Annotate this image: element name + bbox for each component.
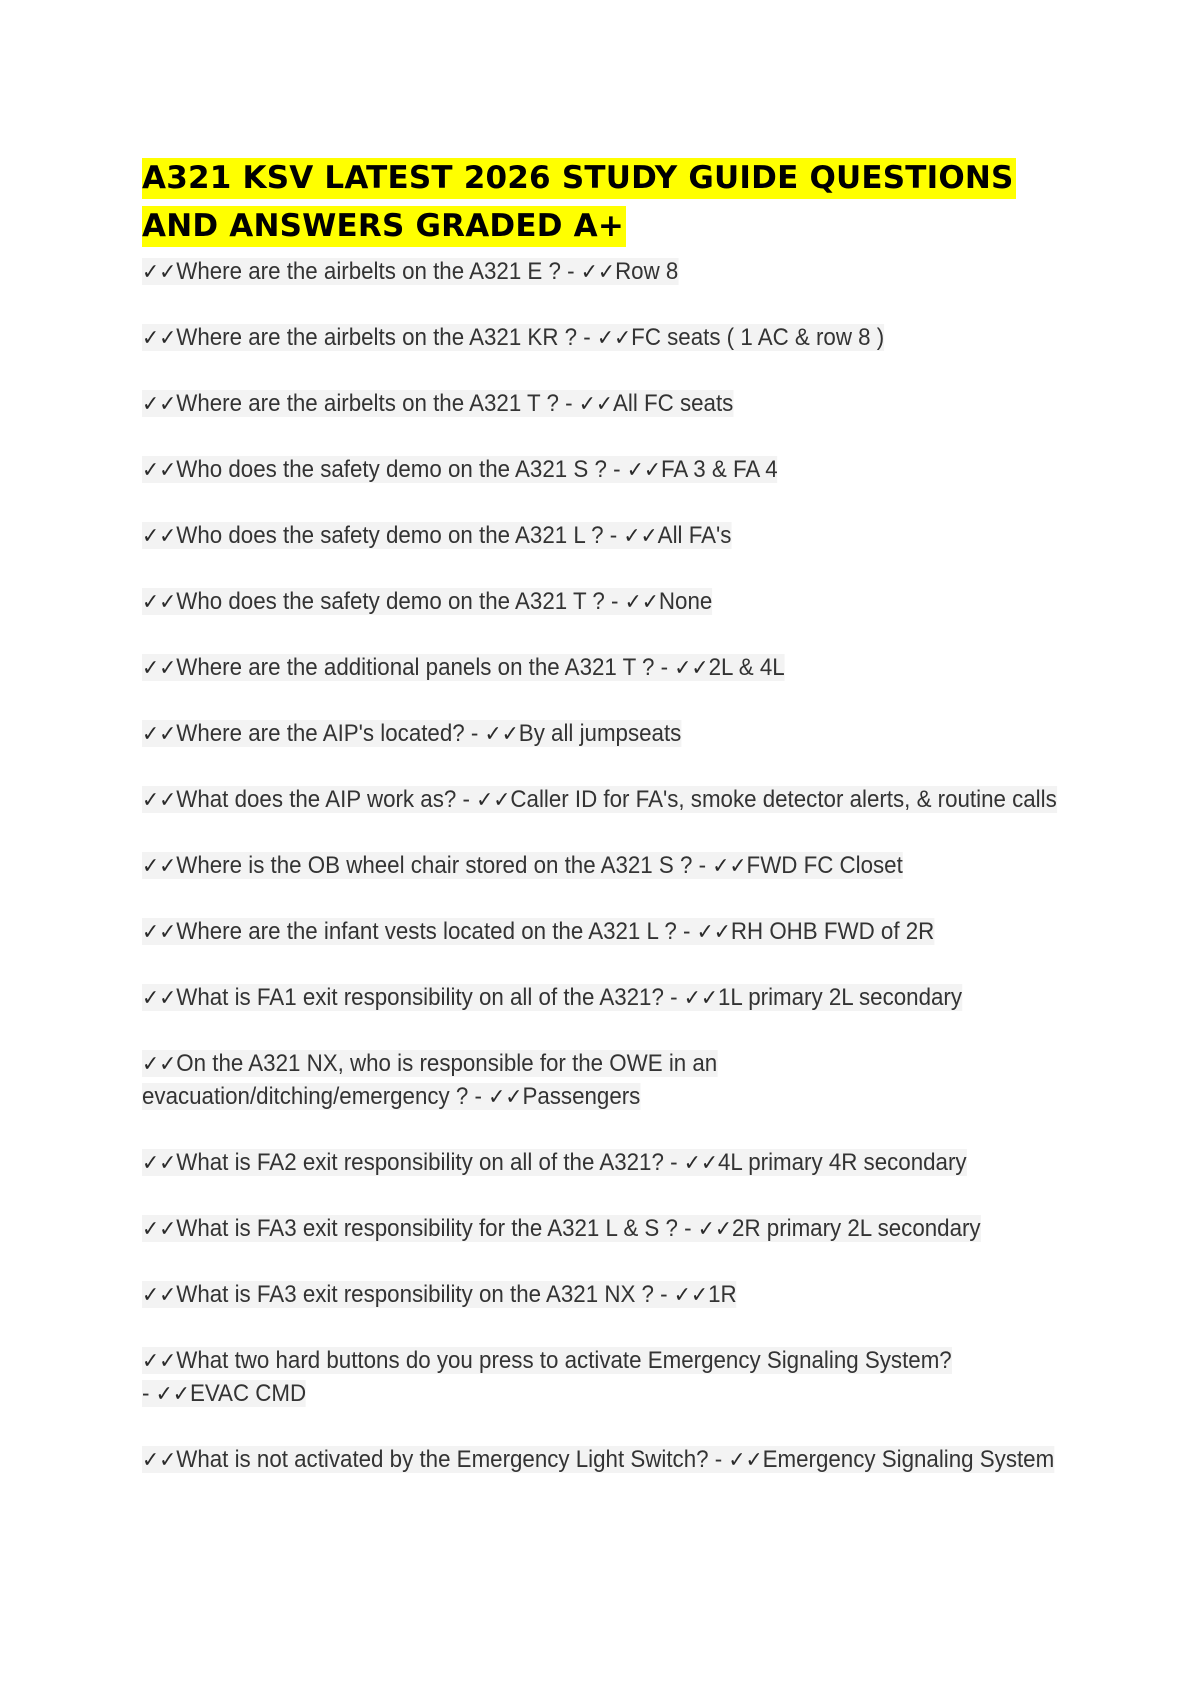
document-title [142,154,1072,250]
separator: - [464,720,485,747]
check-mark-icon: ✓✓ [673,1283,709,1308]
qa-item [142,718,1072,751]
qa-item [142,1048,756,1114]
separator: - [560,258,581,285]
question-text: Where are the AIP's located? [176,720,465,747]
question-text: What is FA3 exit responsibility on the A321 NX ? [176,1281,654,1308]
qa-item [142,784,1072,817]
answer-text: 1L primary 2L secondary [718,984,963,1011]
separator: - [676,918,697,945]
qa-item [142,652,1072,685]
check-mark-icon: ✓✓ [142,260,177,285]
question-text: Where are the airbelts on the A321 E ? [176,258,561,285]
separator: - [663,984,684,1011]
separator: - [663,1149,684,1176]
check-mark-icon: ✓✓ [674,656,709,681]
answer-text: Passengers [522,1083,641,1110]
question-text: Where are the airbelts on the A321 KR ? [176,324,578,351]
answer-text: All FA's [657,522,732,549]
qa-item [142,388,1072,421]
answer-text: EVAC CMD [189,1380,307,1407]
separator: - [604,588,625,615]
question-text: Who does the safety demo on the A321 S ? [176,456,607,483]
title-highlight: A321 KSV LATEST 2026 STUDY GUIDE QUESTIONS AND ANSWERS GRADED A+ [142,158,1016,247]
separator: - [603,522,624,549]
qa-item [142,520,1072,553]
qa-item [142,1147,1072,1180]
check-mark-icon: ✓✓ [624,590,659,615]
check-mark-icon: ✓✓ [683,986,719,1011]
qa-item [142,1444,1072,1477]
question-text: On the A321 NX, who is responsible for the OWE in an evacuation/ditching/emergency ? [142,1050,718,1110]
check-mark-icon: ✓✓ [142,392,177,417]
check-mark-icon: ✓✓ [728,1448,763,1473]
separator: - [456,786,477,813]
separator: - [577,324,597,351]
question-text: Where are the infant vests located on the A321 L ? [176,918,677,945]
check-mark-icon: ✓✓ [142,722,177,747]
question-text: Who does the safety demo on the A321 T ? [176,588,605,615]
check-mark-icon: ✓✓ [578,392,614,417]
check-mark-icon: ✓✓ [155,1382,190,1407]
separator: - [653,1281,674,1308]
answer-text: 4L primary 4R secondary [718,1149,967,1176]
answer-text: None [658,588,713,615]
separator: - [708,1446,729,1473]
qa-item [142,256,1072,289]
qa-item [142,454,1072,487]
question-text: Where are the airbelts on the A321 T ? [176,390,559,417]
qa-item [142,850,1072,883]
question-text: What is FA3 exit responsibility for the A321 L & S ? [176,1215,678,1242]
qa-list [142,256,1072,1477]
check-mark-icon: ✓✓ [142,920,177,945]
check-mark-icon: ✓✓ [142,1349,177,1374]
question-text: What two hard buttons do you press to activate Emergency Signaling System? [176,1347,952,1374]
check-mark-icon: ✓✓ [142,458,177,483]
qa-item [142,1279,1072,1312]
qa-item [142,322,1072,355]
check-mark-icon: ✓✓ [142,986,177,1011]
answer-text: 1R [708,1281,737,1308]
question-text: Where is the OB wheel chair stored on the A321 S ? [176,852,693,879]
separator: - [692,852,713,879]
check-mark-icon: ✓✓ [142,590,177,615]
check-mark-icon: ✓✓ [623,524,658,549]
check-mark-icon: ✓✓ [142,656,177,681]
answer-text: Caller ID for FA's, smoke detector alerts, & routine calls [510,786,1057,813]
check-mark-icon: ✓✓ [142,1283,177,1308]
check-mark-icon: ✓✓ [596,326,632,351]
question-text: What is FA2 exit responsibility on all of the A321? [176,1149,664,1176]
separator: - [558,390,579,417]
qa-item [142,1213,1072,1246]
separator: - [468,1083,489,1110]
check-mark-icon: ✓✓ [142,1448,177,1473]
check-mark-icon: ✓✓ [142,524,177,549]
answer-text: By all jumpseats [518,720,682,747]
answer-text: Row 8 [615,258,679,285]
check-mark-icon: ✓✓ [626,458,661,483]
separator: - [677,1215,698,1242]
question-text: Who does the safety demo on the A321 L ? [176,522,604,549]
check-mark-icon: ✓✓ [696,920,731,945]
check-mark-icon: ✓✓ [712,854,747,879]
question-text: What is FA1 exit responsibility on all of the A321? [176,984,664,1011]
answer-text: FWD FC Closet [746,852,903,879]
separator: - [142,1380,156,1407]
answer-text: FA 3 & FA 4 [660,456,778,483]
check-mark-icon: ✓✓ [142,1052,177,1077]
separator: - [606,456,627,483]
answer-text: RH OHB FWD of 2R [730,918,935,945]
check-mark-icon: ✓✓ [142,788,177,813]
answer-text: 2R primary 2L secondary [732,1215,981,1242]
check-mark-icon: ✓✓ [142,326,177,351]
document-body [142,154,1072,1510]
check-mark-icon: ✓✓ [142,854,177,879]
qa-item [142,916,1072,949]
check-mark-icon: ✓✓ [484,722,519,747]
answer-text: Emergency Signaling System [762,1446,1055,1473]
answer-text: All FC seats [613,390,734,417]
separator: - [654,654,675,681]
check-mark-icon: ✓✓ [142,1217,177,1242]
question-text: What does the AIP work as? [176,786,457,813]
qa-item [142,586,1072,619]
check-mark-icon: ✓✓ [580,260,616,285]
check-mark-icon: ✓✓ [142,1151,177,1176]
answer-text: FC seats ( 1 AC & row 8 ) [631,324,885,351]
qa-item [142,1345,960,1411]
check-mark-icon: ✓✓ [697,1217,733,1242]
check-mark-icon: ✓✓ [476,788,511,813]
question-text: What is not activated by the Emergency Light Switch? [176,1446,709,1473]
qa-item [142,982,1072,1015]
answer-text: 2L & 4L [708,654,785,681]
check-mark-icon: ✓✓ [683,1151,719,1176]
question-text: Where are the additional panels on the A321 T ? [176,654,655,681]
check-mark-icon: ✓✓ [488,1085,523,1110]
